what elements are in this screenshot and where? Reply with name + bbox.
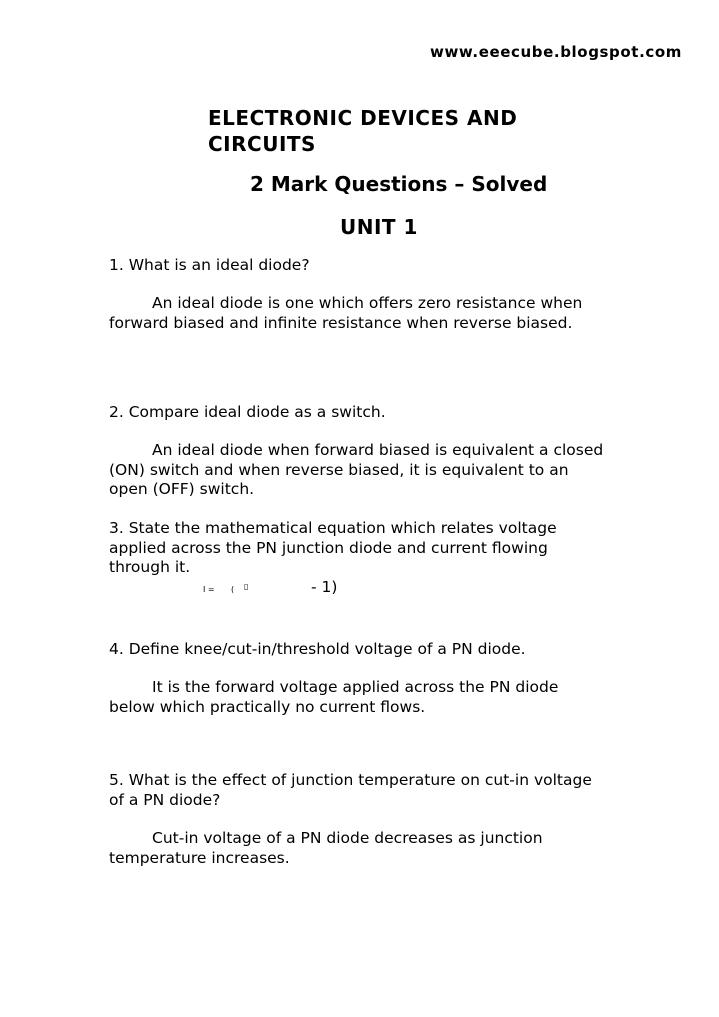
answer-2: An ideal diode when forward biased is equivalent a closed (ON) switch and when reverse biased, it is equivalent to an open (OFF) switch. [109,441,604,498]
question-5: 5. What is the effect of junction temperature on cut-in voltage of a PN diode? [109,771,592,809]
question-2: 2. Compare ideal diode as a switch. [109,403,386,421]
unit-heading: UNIT 1 [340,215,418,239]
equation-missing-glyph: ▯ [244,582,249,591]
answer-4: It is the forward voltage applied across the PN diode below which practically no current flows. [109,678,559,716]
question-4: 4. Define knee/cut-in/threshold voltage of a PN diode. [109,640,526,658]
equation-open-paren: ( [231,585,235,594]
answer-5: Cut-in voltage of a PN diode decreases as junction temperature increases. [109,829,543,867]
question-1: 1. What is an ideal diode? [109,256,310,274]
answer-1: An ideal diode is one which offers zero resistance when forward biased and infinite resistance when reverse biased. [109,294,583,332]
document-title: ELECTRONIC DEVICES AND CIRCUITS [208,106,518,156]
website-url: www.eeecube.blogspot.com [430,43,682,61]
equation-tail: - 1) [311,578,338,596]
equation-lhs: I = [203,585,215,594]
document-subtitle: 2 Mark Questions – Solved [250,172,548,196]
question-3: 3. State the mathematical equation which relates voltage applied across the PN junction diode and current flowing through it. [109,519,557,576]
diode-equation [0,578,719,598]
